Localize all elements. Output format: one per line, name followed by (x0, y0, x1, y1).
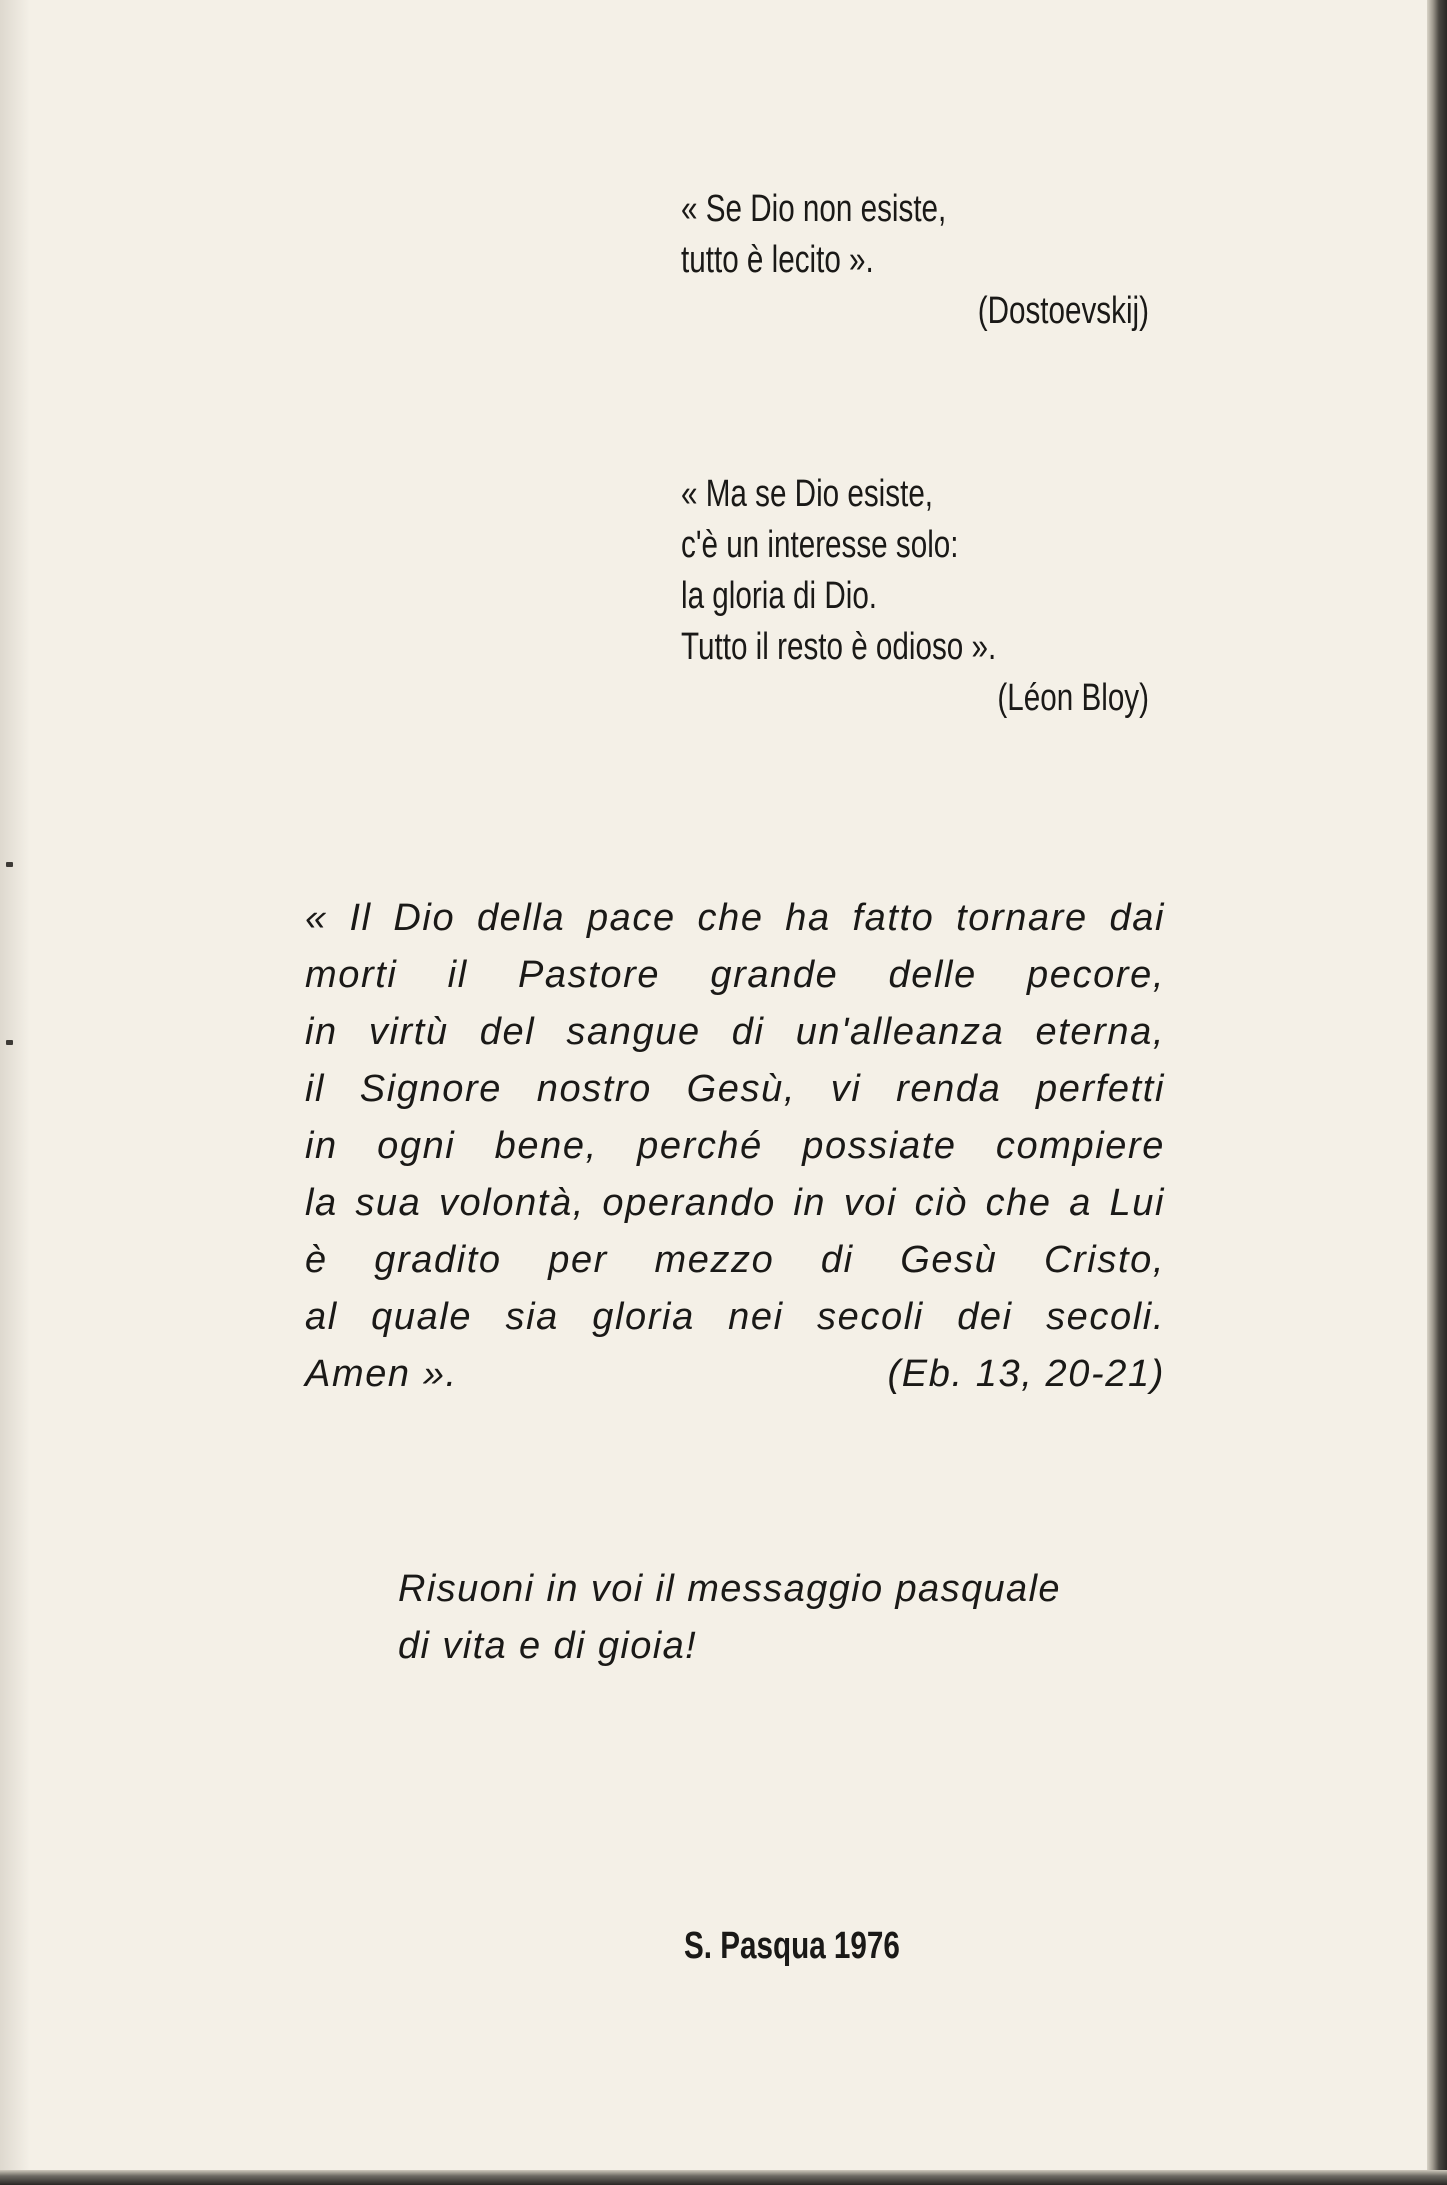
scripture-line: morti il Pastore grande delle pecore, (305, 954, 1165, 996)
scripture-line: al quale sia gloria nei secoli dei secoli. (305, 1296, 1165, 1338)
spine-shadow (0, 0, 30, 2170)
page-bottom-edge (0, 2170, 1447, 2185)
staple-mark (6, 862, 13, 867)
quote-line: « Se Dio non esiste, (681, 188, 947, 230)
staple-mark (6, 1040, 13, 1045)
quote-line: c'è un interesse solo: (681, 524, 959, 566)
quote-bloy (681, 469, 1149, 724)
scripture-line: in virtù del sangue di un'alleanza eterna, (305, 1011, 1165, 1053)
scripture-line: è gradito per mezzo di Gesù Cristo, (305, 1239, 1165, 1281)
quote-line: tutto è lecito ». (681, 239, 874, 281)
quote-line: Tutto il resto è odioso ». (681, 626, 997, 668)
scripture-line: « Il Dio della pace che ha fatto tornare dai (305, 897, 1165, 939)
scripture-last-line (305, 1346, 1165, 1403)
scripture-line: in ogni bene, perché possiate compiere (305, 1125, 1165, 1167)
greeting-line: di vita e di gioia! (398, 1625, 698, 1667)
quote-dostoevskij (681, 184, 1149, 337)
page-right-edge (1427, 0, 1447, 2185)
quote-line: la gloria di Dio. (681, 575, 878, 617)
quote-line: « Ma se Dio esiste, (681, 473, 934, 515)
scripture-line: la sua volontà, operando in voi ciò che a Lui (305, 1182, 1165, 1224)
scripture-line: il Signore nostro Gesù, vi renda perfetti (305, 1068, 1165, 1110)
scripture-passage (305, 890, 1165, 1403)
quote-attribution: (Léon Bloy) (997, 677, 1149, 719)
page-footer-date: S. Pasqua 1976 (684, 1925, 900, 1967)
greeting-line: Risuoni in voi il messaggio pasquale (398, 1568, 1061, 1610)
scripture-closing: Amen ». (305, 1353, 458, 1395)
easter-greeting (398, 1561, 1061, 1675)
quote-attribution: (Dostoevskij) (977, 290, 1149, 332)
scripture-reference: (Eb. 13, 20-21) (887, 1353, 1165, 1395)
